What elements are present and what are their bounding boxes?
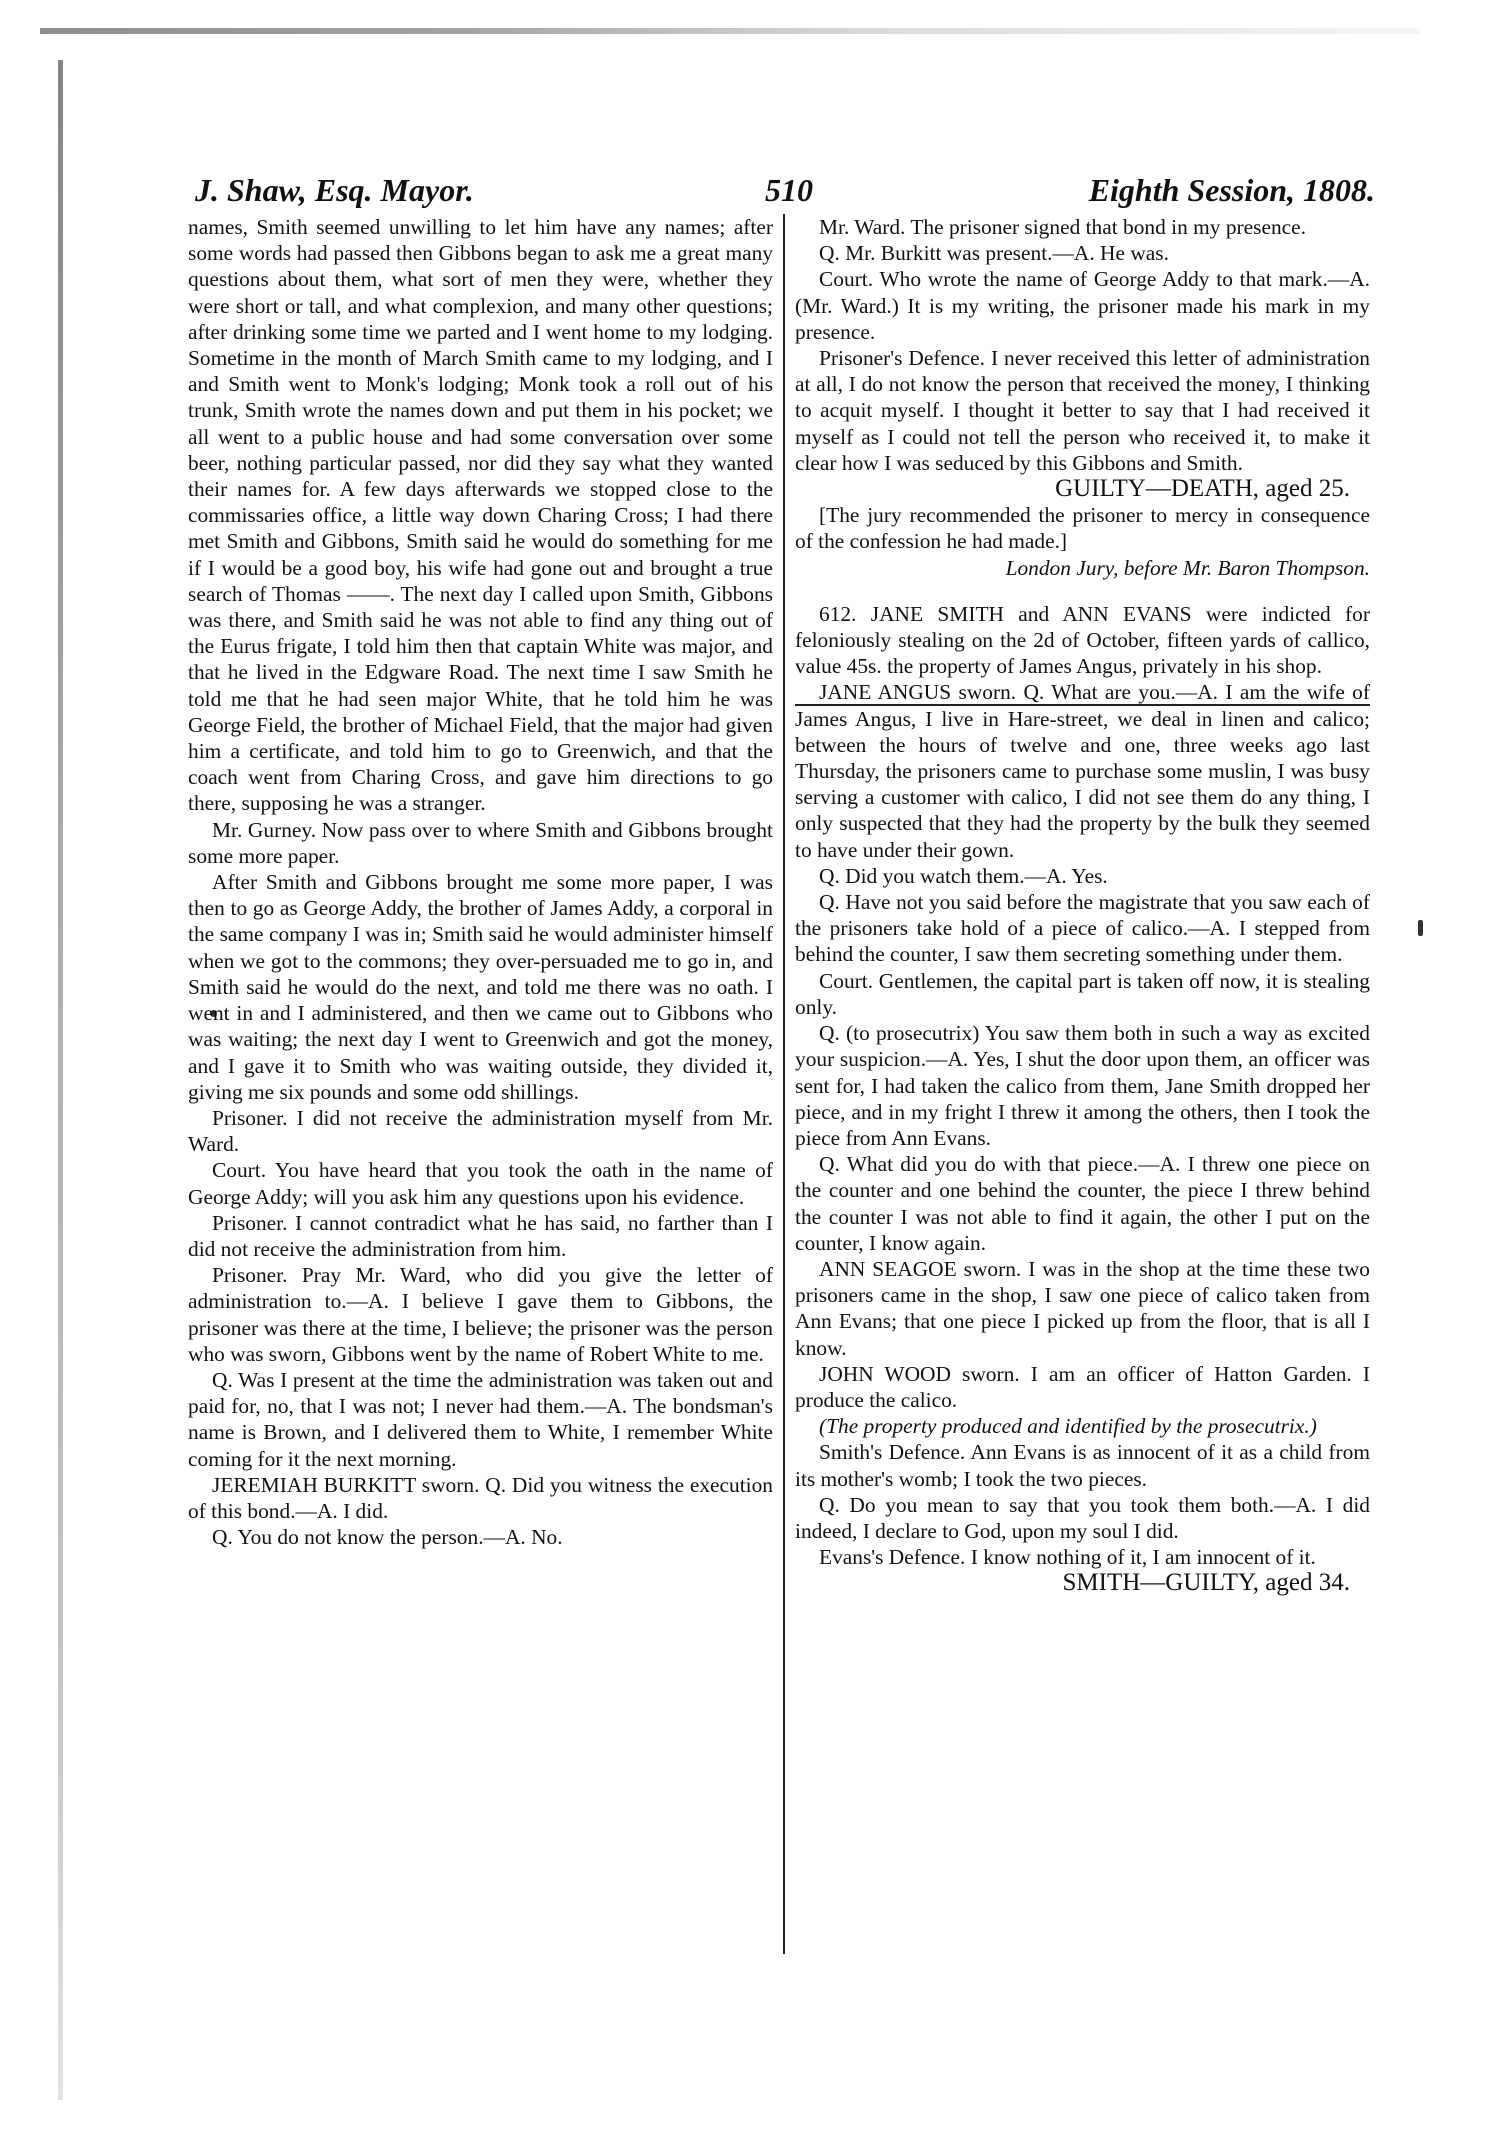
scan-edge-left [58, 60, 63, 2100]
paragraph: Prisoner. I did not receive the administration myself from Mr. Ward. [188, 1105, 773, 1157]
paragraph: Smith's Defence. Ann Evans is as innocent of it as a child from its mother's womb; I took the two pieces. [795, 1440, 1370, 1491]
paragraph: Q. What did you do with that piece.—A. I threw one piece on the counter and one behind the counter, the piece I threw behind the counter I was not able to find it again, the other I put on the counter, I know again. [795, 1152, 1370, 1255]
paragraph: (The property produced and identified by the prosecutrix.) [819, 1414, 1317, 1439]
verdict: SMITH—GUILTY, aged 34. [1062, 1569, 1350, 1597]
paragraph: Mr. Gurney. Now pass over to where Smith and Gibbons brought some more paper. [188, 817, 773, 868]
paragraph: JANE ANGUS sworn. Q. What are you.—A. I am the wife of James Angus, I live in Hare-street, we deal in linen and calico; between the hours of twelve and one, three weeks ago last Thursday, the prisoners came to purchase some muslin, I was busy serving a customer with calico, I did not see them do any thing, I only suspected that they had the property by the bulk they seemed to have under their gown. [795, 680, 1370, 862]
header-right: Eighth Session, 1808. [1088, 172, 1375, 208]
scan-edge-top [40, 28, 1420, 34]
paragraph: Mr. Ward. The prisoner signed that bond in my presence. [819, 215, 1306, 239]
left-column [188, 214, 773, 1550]
verdict: GUILTY—DEATH, aged 25. [1055, 475, 1350, 503]
paragraph: Prisoner. Pray Mr. Ward, who did you give the letter of administration to.—A. I believe I gave them to Gibbons, the prisoner was there at the time, I believe; the prisoner was the person who was sworn, Gibbons went by the name of Robert White to me. [188, 1263, 773, 1366]
paragraph: Evans's Defence. I know nothing of it, I am innocent of it. [819, 1545, 1316, 1570]
header-left: J. Shaw, Esq. Mayor. [195, 172, 474, 208]
running-header [195, 172, 1375, 208]
jury-recommendation: [The jury recommended the prisoner to mercy in consequence of the confession he had made.] [795, 503, 1370, 554]
paragraph: Court. You have heard that you took the oath in the name of George Addy; will you ask him any questions upon his evidence. [188, 1158, 773, 1209]
paragraph: Q. Do you mean to say that you took them both.—A. I did indeed, I declare to God, upon my soul I did. [795, 1492, 1370, 1543]
jury-note: London Jury, before Mr. Baron Thompson. [1005, 555, 1370, 580]
paragraph: Q. Was I present at the time the administration was taken out and paid for, no, that I was not; I never had them.—A. The bondsman's name is Brown, and I delivered them to White, I remember White coming for it the next morning. [188, 1367, 773, 1471]
paragraph: Q. (to prosecutrix) You saw them both in such a way as excited your suspicion.—A. Yes, I shut the door upon them, an officer was sent for, I had taken the calico from them, Jane Smith dropped her piece, and in my fright I threw it among the others, then I took the piece from Ann Evans. [795, 1021, 1370, 1150]
paragraph: ANN SEAGOE sworn. I was in the shop at the time these two prisoners came in the shop, I saw one piece of calico taken from Ann Evans; that one piece I picked up from the floor, that is all I know. [795, 1256, 1370, 1360]
paragraph: Q. Did you watch them.—A. Yes. [819, 863, 1108, 888]
paragraph: After Smith and Gibbons brought me some more paper, I was then to go as George Addy, the brother of James Addy, a corporal in the same company I was in; Smith said he would administer himself when we got to the commons; they over-persuaded me to go in, and Smith said he would do the next, and told me there was no oath. I went in and I administered, and then we came out to Gibbons who was waiting; the next day I went to Greenwich and got the money, and I gave it to Smith who was waiting outside, they divided it, giving me six pounds and some odd shillings. [188, 870, 773, 1104]
paragraph: Q. Have not you said before the magistrate that you saw each of the prisoners take hold of a piece of calico.—A. I stepped from behind the counter, I saw them secreting something under them. [795, 890, 1370, 967]
paragraph: JEREMIAH BURKITT sworn. Q. Did you witness the execution of this bond.—A. I did. [188, 1472, 773, 1523]
paragraph: Q. You do not know the person.—A. No. [212, 1525, 563, 1550]
case-heading: 612. JANE SMITH and ANN EVANS were indicted for feloniously stealing on the 2d of October, fifteen yards of callico, value 45s. the property of James Angus, privately in his shop. [795, 601, 1370, 679]
paragraph: Court. Who wrote the name of George Addy to that mark.—A. (Mr. Ward.) It is my writing, the prisoner made his mark in my presence. [795, 267, 1370, 344]
ink-speck [1418, 920, 1423, 936]
page-number: 510 [765, 172, 813, 208]
paragraph: Prisoner's Defence. I never received this letter of administration at all, I do not know the person that received the money, I thinking to acquit myself. I thought it better to say that I had received it myself as I could not tell the person who received it, to make it clear how I was seduced by this Gibbons and Smith. [795, 346, 1370, 475]
paragraph: Court. Gentlemen, the capital part is taken off now, it is stealing only. [795, 968, 1370, 1019]
paragraph: JOHN WOOD sworn. I am an officer of Hatton Garden. I produce the calico. [795, 1361, 1370, 1412]
column-divider [783, 214, 785, 1954]
paragraph: Prisoner. I cannot contradict what he has said, no farther than I did not receive the administration from him. [188, 1210, 773, 1261]
paragraph: names, Smith seemed unwilling to let him have any names; after some words had passed then Gibbons began to ask me a great many questions about them, what sort of men they were, whether they were short or tall, and what complexion, and many other questions; after drinking some time we parted and I went home to my lodging. Sometime in the month of March Smith came to my lodging, and I and Smith went to Monk's lodging; Monk took a roll out of his trunk, Smith wrote the names down and put them in his pocket; we all went to a public house and had some conversation over some beer, nothing particular passed, nor did they say what they wanted their names for. A few days afterwards we stopped close to the commissaries office, a little way down Charing Cross; I had there met Smith and Gibbons, Smith said he would do something for me if I would be a good boy, his wife had gone out and brought a true search of Thomas ——. The next day I called upon Smith, Gibbons was there, and Smith said he was not able to find any thing out of the Eurus frigate, I told him then that captain White was major, and that he lived in the Edgware Road. The next time I saw Smith he told me that he had seen major White, that he told him he was George Field, the brother of Michael Field, that the major had given him a certificate, and told him to go to Greenwich, and that the coach went from Charing Cross, and gave him directions to go there, supposing he was a stranger. [188, 215, 773, 816]
paragraph: Q. Mr. Burkitt was present.—A. He was. [819, 241, 1169, 266]
right-column [795, 214, 1370, 1597]
